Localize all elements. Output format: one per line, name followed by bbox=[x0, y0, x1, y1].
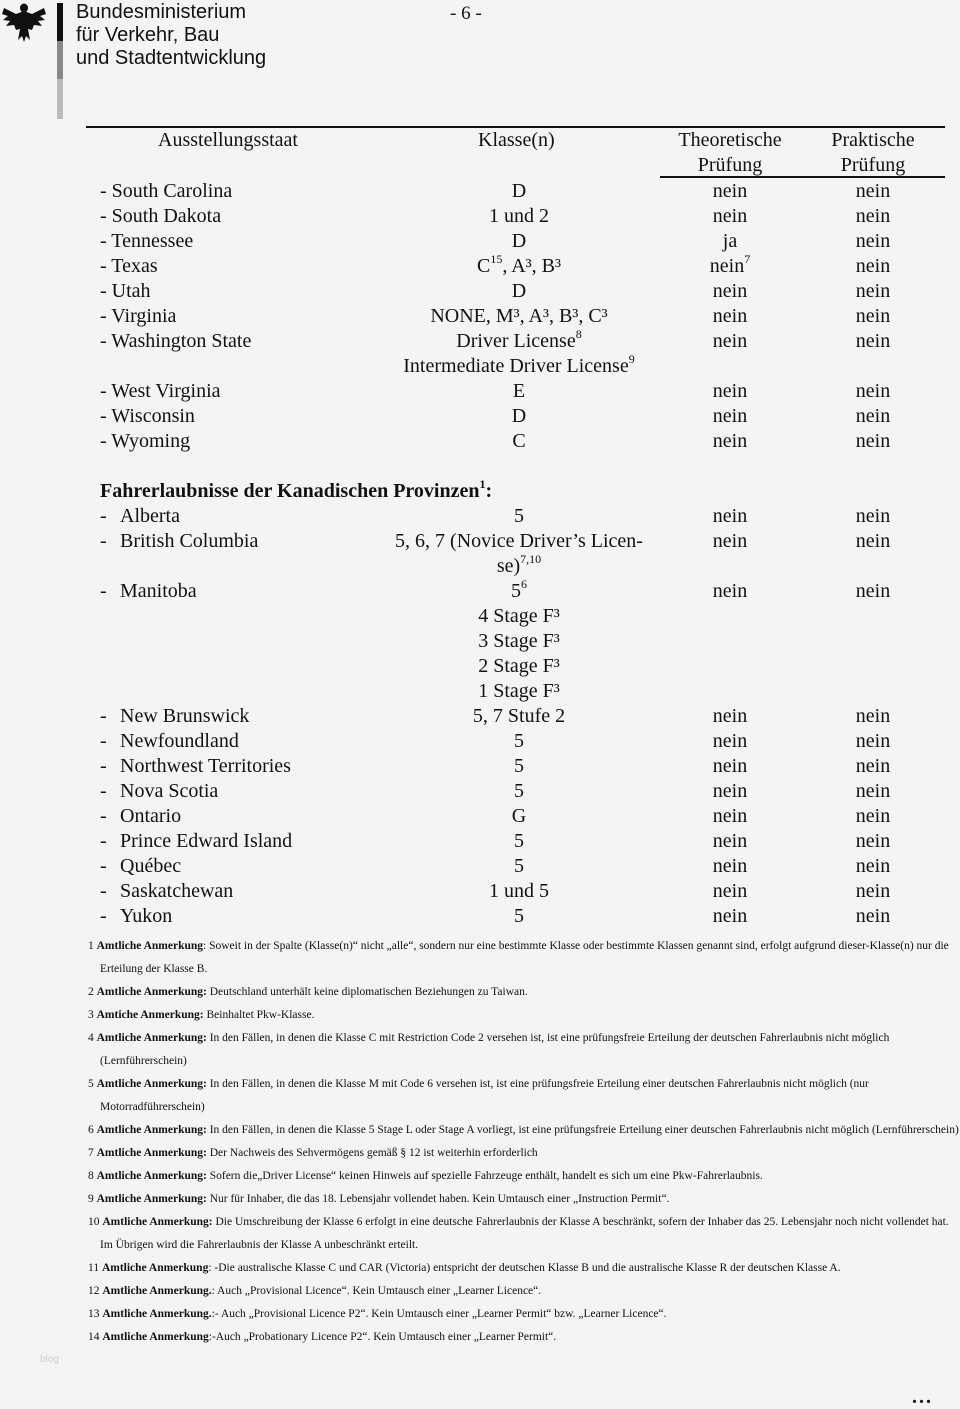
text-part: nein bbox=[712, 805, 748, 827]
brand-bar-gray bbox=[57, 41, 63, 79]
text-part: 2 Stage F³ bbox=[478, 655, 560, 677]
text-part: 1 Stage F³ bbox=[478, 680, 560, 702]
footnote-text: In den Fällen, in denen die Klasse 5 Stage L oder Stage A vorliegt, ist eine prüfungsfreie Erteilung einer deutschen Fahrerlaubnis nicht möglich (Lernführerschein) bbox=[206, 1124, 959, 1136]
header-line: Theoretische bbox=[678, 129, 782, 151]
footnote-text: :- Auch „Provisional Licence P2“. Kein Umtausch einer „Learner Permit“ bzw. „Learner Licence“. bbox=[211, 1308, 667, 1320]
text-part: Driver License bbox=[456, 330, 576, 352]
country-name: - Wisconsin bbox=[100, 405, 195, 427]
country-name: - Virginia bbox=[100, 305, 177, 327]
table-row bbox=[0, 754, 960, 779]
column-header-practical bbox=[803, 128, 943, 178]
text-part: 5, 6, 7 (Novice Driver’s Licen- bbox=[395, 530, 643, 552]
header-line: Praktische bbox=[831, 129, 915, 151]
footnote-text: Sofern die„Driver License“ keinen Hinweis auf spezielle Fahrzeuge enthält, handelt es sich um eine Pkw-Fahrerlaubnis. bbox=[206, 1170, 763, 1182]
footnote-text: :-Auch „Probationary Licence P2“. Kein Umtausch einer „Learner Permit“. bbox=[208, 1331, 557, 1343]
footnote-label: Amtliche Anmerkung. bbox=[102, 1308, 212, 1320]
practical-exam: nein bbox=[855, 230, 891, 252]
license-class bbox=[512, 279, 526, 304]
brand-bar-black bbox=[57, 3, 63, 41]
table-row bbox=[0, 804, 960, 829]
practical-exam: nein bbox=[855, 805, 891, 827]
footnote-number: 13 bbox=[88, 1308, 100, 1320]
header-bottom-rule bbox=[660, 176, 945, 178]
theoretical-exam bbox=[713, 179, 747, 204]
country-name: - West Virginia bbox=[100, 380, 221, 402]
license-class bbox=[512, 429, 525, 454]
license-class bbox=[478, 679, 560, 704]
text-part: nein bbox=[712, 205, 748, 227]
license-class bbox=[512, 404, 526, 429]
ministry-line: und Stadtentwicklung bbox=[76, 47, 267, 69]
table-row bbox=[0, 604, 960, 629]
text-part: E bbox=[512, 380, 526, 402]
footnote-text: : -Die australische Klasse C und CAR (Victoria) entspricht der deutschen Klasse B und die australische Klasse R der deutschen Klasse A. bbox=[208, 1262, 841, 1274]
theoretical-exam bbox=[723, 229, 737, 254]
theoretical-exam bbox=[713, 204, 747, 229]
table-row bbox=[0, 504, 960, 529]
footnote-label: Amtliche Anmerkung. bbox=[102, 1285, 212, 1297]
license-class bbox=[514, 779, 524, 804]
footnote bbox=[88, 1280, 960, 1303]
footnote-label: Amtliche Anmerkung: bbox=[96, 1124, 207, 1136]
footnote bbox=[88, 1142, 960, 1165]
country-name: - Tennessee bbox=[100, 230, 194, 252]
text-part: nein bbox=[712, 405, 748, 427]
text-part: nein bbox=[712, 530, 748, 552]
footnote-label: Amtliche Anmerkung bbox=[96, 940, 203, 952]
country-name: New Brunswick bbox=[120, 705, 250, 727]
text-part: 3 Stage F³ bbox=[478, 630, 560, 652]
footnote-number: 8 bbox=[88, 1170, 94, 1182]
theoretical-exam bbox=[713, 904, 747, 929]
federal-eagle-icon bbox=[2, 2, 46, 44]
text-part: G bbox=[511, 805, 527, 827]
table-row bbox=[0, 529, 960, 554]
theoretical-exam bbox=[713, 304, 747, 329]
ministry-line: für Verkehr, Bau bbox=[76, 24, 220, 46]
footnote-text: Die Umschreibung der Klasse 6 erfolgt in eine deutsche Fahrerlaubnis der Klasse A beschränkt, sofern der Inhaber das 25. Lebensjahr noch nicht vollendet hat. Im Übrigen wird die Fahrerlaubnis der Klasse A unbeschränkt erteilt. bbox=[100, 1216, 949, 1251]
footnote-number: 7 bbox=[88, 1147, 94, 1159]
practical-exam: nein bbox=[855, 305, 891, 327]
theoretical-exam bbox=[713, 579, 747, 604]
country-name: - Wyoming bbox=[100, 430, 191, 452]
text-part: 5 bbox=[514, 755, 524, 777]
license-class bbox=[514, 754, 524, 779]
text-part: se) bbox=[496, 555, 521, 577]
footnote-number: 1 bbox=[88, 940, 94, 952]
text-part: D bbox=[511, 180, 527, 202]
footnote-label: Amtliche Anmerkung: bbox=[96, 1147, 207, 1159]
footnote-number: 11 bbox=[88, 1262, 100, 1274]
text-part: nein bbox=[712, 705, 748, 727]
practical-exam: nein bbox=[855, 880, 891, 902]
table-row bbox=[0, 454, 960, 479]
ministry-name bbox=[76, 1, 266, 70]
text-part: 5 bbox=[514, 855, 524, 877]
footnote bbox=[88, 1119, 960, 1142]
license-class bbox=[430, 304, 607, 329]
text-part: nein bbox=[712, 830, 748, 852]
column-header-klasse: Klasse(n) bbox=[478, 129, 555, 151]
table-row bbox=[0, 879, 960, 904]
footnote-ref: 9 bbox=[628, 352, 635, 366]
license-class bbox=[514, 904, 524, 929]
country-name: Prince Edward Island bbox=[120, 830, 293, 852]
text-part: nein bbox=[712, 280, 748, 302]
practical-exam: nein bbox=[855, 505, 891, 527]
table-row bbox=[0, 704, 960, 729]
text-part: 5 bbox=[514, 730, 524, 752]
footnote-label: Amtliche Anmerkung: bbox=[96, 1170, 207, 1182]
theoretical-exam bbox=[713, 329, 747, 354]
theoretical-exam bbox=[710, 254, 750, 279]
text-part: ja bbox=[722, 230, 738, 252]
footnote-number: 9 bbox=[88, 1193, 94, 1205]
license-class bbox=[514, 854, 524, 879]
footnote bbox=[88, 1188, 960, 1211]
practical-exam: nein bbox=[855, 780, 891, 802]
text-part: C bbox=[512, 430, 526, 452]
license-table-body bbox=[0, 179, 960, 929]
theoretical-exam bbox=[713, 379, 747, 404]
list-dash: - bbox=[100, 830, 107, 852]
table-row bbox=[0, 904, 960, 929]
list-dash: - bbox=[100, 705, 107, 727]
list-dash: - bbox=[100, 805, 107, 827]
text-part: nein bbox=[712, 330, 748, 352]
footnote-ref: 7 bbox=[744, 252, 751, 266]
license-class bbox=[512, 229, 526, 254]
text-part: nein bbox=[712, 580, 748, 602]
license-class bbox=[497, 554, 541, 579]
footnote-text: Beinhaltet Pkw-Klasse. bbox=[203, 1009, 315, 1021]
table-row bbox=[0, 429, 960, 454]
practical-exam: nein bbox=[855, 255, 891, 277]
license-class bbox=[477, 254, 561, 279]
text-part: nein bbox=[712, 755, 748, 777]
footnote-number: 6 bbox=[88, 1124, 94, 1136]
license-class bbox=[395, 529, 643, 554]
license-class bbox=[478, 604, 560, 629]
country-name: British Columbia bbox=[120, 530, 259, 552]
footnote bbox=[88, 1165, 960, 1188]
table-row bbox=[0, 579, 960, 604]
footnote-ref: 7,10 bbox=[520, 552, 542, 566]
brand-bar-light bbox=[57, 79, 63, 119]
practical-exam: nein bbox=[855, 830, 891, 852]
theoretical-exam bbox=[713, 729, 747, 754]
theoretical-exam bbox=[713, 529, 747, 554]
text-part: nein bbox=[709, 255, 745, 277]
theoretical-exam bbox=[713, 429, 747, 454]
license-class bbox=[478, 629, 560, 654]
text-part: nein bbox=[712, 180, 748, 202]
table-row bbox=[0, 679, 960, 704]
country-name: - South Carolina bbox=[100, 180, 233, 202]
country-name: Alberta bbox=[120, 505, 180, 527]
column-header-theoretical bbox=[660, 128, 800, 178]
table-row bbox=[0, 629, 960, 654]
country-name: Northwest Territories bbox=[120, 755, 291, 777]
footnote bbox=[88, 981, 960, 1004]
license-class bbox=[511, 579, 527, 604]
text-part: NONE, M³, A³, B³, C³ bbox=[430, 305, 608, 327]
practical-exam: nein bbox=[855, 180, 891, 202]
footnote bbox=[88, 1303, 960, 1326]
license-class bbox=[514, 829, 524, 854]
practical-exam: nein bbox=[855, 280, 891, 302]
footnote bbox=[88, 1004, 960, 1027]
text-part: nein bbox=[712, 905, 748, 927]
table-row bbox=[0, 829, 960, 854]
footnote-label: Amtliche Anmerkung bbox=[102, 1331, 209, 1343]
text-part: 1 und 2 bbox=[489, 205, 549, 227]
table-row bbox=[0, 554, 960, 579]
practical-exam: nein bbox=[855, 380, 891, 402]
text-part: 5 bbox=[514, 830, 524, 852]
license-class bbox=[512, 804, 526, 829]
license-class bbox=[489, 204, 549, 229]
text-part: D bbox=[511, 230, 527, 252]
text-part: nein bbox=[712, 780, 748, 802]
list-dash: - bbox=[100, 855, 107, 877]
text-part: nein bbox=[712, 730, 748, 752]
practical-exam: nein bbox=[855, 405, 891, 427]
practical-exam: nein bbox=[855, 205, 891, 227]
license-class bbox=[514, 504, 524, 529]
column-header-country: Ausstellungsstaat bbox=[158, 129, 298, 151]
license-class bbox=[403, 354, 634, 379]
text-part: nein bbox=[712, 880, 748, 902]
continuation-marker: ... bbox=[912, 1386, 933, 1408]
footnote-label: Amtliche Anmerkung: bbox=[96, 1032, 207, 1044]
footnote-number: 5 bbox=[88, 1078, 94, 1090]
footnote-text: : Auch „Provisional Licence“. Kein Umtausch einer „Learner Licence“. bbox=[211, 1285, 542, 1297]
table-row bbox=[0, 779, 960, 804]
watermark: blog bbox=[40, 1354, 59, 1365]
text-part: 4 Stage F³ bbox=[478, 605, 560, 627]
header-line: Prüfung bbox=[840, 154, 906, 176]
table-row bbox=[0, 254, 960, 279]
country-name: Québec bbox=[120, 855, 182, 877]
country-name: Saskatchewan bbox=[120, 880, 234, 902]
table-row bbox=[0, 279, 960, 304]
license-class bbox=[478, 654, 560, 679]
list-dash: - bbox=[100, 505, 107, 527]
text-part: 5, 7 Stufe 2 bbox=[472, 705, 566, 727]
header-line: Prüfung bbox=[697, 154, 763, 176]
text-part: Intermediate Driver License bbox=[403, 355, 629, 377]
list-dash: - bbox=[100, 905, 107, 927]
footnote-label: Amtliche Anmerkung: bbox=[96, 986, 207, 998]
practical-exam: nein bbox=[855, 905, 891, 927]
theoretical-exam bbox=[713, 829, 747, 854]
practical-exam: nein bbox=[855, 330, 891, 352]
text-part: , A³, B³ bbox=[502, 255, 562, 277]
practical-exam: nein bbox=[855, 580, 891, 602]
footnote bbox=[88, 1326, 960, 1349]
country-name: - Texas bbox=[100, 255, 158, 277]
text-part: 1 und 5 bbox=[489, 880, 549, 902]
table-row bbox=[0, 479, 960, 504]
table-row bbox=[0, 379, 960, 404]
theoretical-exam bbox=[713, 804, 747, 829]
license-class bbox=[456, 329, 581, 354]
license-class bbox=[473, 704, 565, 729]
country-name: Yukon bbox=[120, 905, 173, 927]
footnote bbox=[88, 1073, 960, 1119]
footnote-number: 2 bbox=[88, 986, 94, 998]
footnote-number: 12 bbox=[88, 1285, 100, 1297]
table-row bbox=[0, 654, 960, 679]
table-row bbox=[0, 404, 960, 429]
text-part: nein bbox=[712, 305, 748, 327]
practical-exam: nein bbox=[855, 530, 891, 552]
footnote-label: Amtliche Anmerkung: bbox=[96, 1078, 207, 1090]
table-row bbox=[0, 204, 960, 229]
text-part: nein bbox=[712, 380, 748, 402]
text-part: nein bbox=[712, 855, 748, 877]
footnote-text: Der Nachweis des Sehvermögens gemäß § 12 ist weiterhin erforderlich bbox=[206, 1147, 538, 1159]
practical-exam: nein bbox=[855, 705, 891, 727]
footnote-ref: 1 bbox=[479, 477, 486, 491]
list-dash: - bbox=[100, 730, 107, 752]
footnote-number: 4 bbox=[88, 1032, 94, 1044]
table-row bbox=[0, 854, 960, 879]
theoretical-exam bbox=[713, 504, 747, 529]
footnote-label: Amtliche Anmerkung: bbox=[102, 1216, 213, 1228]
footnote-number: 3 bbox=[88, 1009, 94, 1021]
footnote bbox=[88, 1211, 960, 1257]
footnote-text: In den Fällen, in denen die Klasse M mit Code 6 versehen ist, ist eine prüfungsfreie Erteilung einer deutschen Fahrerlaubnis nicht möglich (nur Motorradführerschein) bbox=[100, 1078, 869, 1113]
practical-exam: nein bbox=[855, 755, 891, 777]
practical-exam: nein bbox=[855, 855, 891, 877]
country-name: - Washington State bbox=[100, 330, 252, 352]
footnote-number: 14 bbox=[88, 1331, 100, 1343]
table-row bbox=[0, 729, 960, 754]
practical-exam: nein bbox=[855, 430, 891, 452]
table-row bbox=[0, 304, 960, 329]
text-part: 5 bbox=[514, 780, 524, 802]
text-part: : bbox=[485, 480, 493, 502]
text-part: D bbox=[511, 405, 527, 427]
license-class bbox=[489, 879, 549, 904]
country-name: Nova Scotia bbox=[120, 780, 219, 802]
text-part: C bbox=[476, 255, 491, 277]
theoretical-exam bbox=[713, 404, 747, 429]
text-part: nein bbox=[712, 505, 748, 527]
country-name: Ontario bbox=[120, 805, 182, 827]
footnote-text: : Soweit in der Spalte (Klasse(n)“ nicht „alle“, sondern nur eine bestimmte Klasse oder bestimmte Klassen genannt sind, erfolgt aufgrund dieser-Klasse(n) nur die Erteilung der Klasse B. bbox=[100, 940, 949, 975]
license-class bbox=[514, 729, 524, 754]
text-part: 5 bbox=[514, 505, 524, 527]
list-dash: - bbox=[100, 580, 107, 602]
country-name: Manitoba bbox=[120, 580, 197, 602]
table-row bbox=[0, 354, 960, 379]
footnote-label: Amtiche Anmerkung: bbox=[96, 1009, 204, 1021]
theoretical-exam bbox=[713, 879, 747, 904]
theoretical-exam bbox=[713, 854, 747, 879]
footnote bbox=[88, 935, 960, 981]
footnote-ref: 6 bbox=[521, 577, 527, 591]
license-class bbox=[512, 179, 526, 204]
list-dash: - bbox=[100, 780, 107, 802]
country-name: - South Dakota bbox=[100, 205, 222, 227]
footnote-text: Deutschland unterhält keine diplomatischen Beziehungen zu Taiwan. bbox=[206, 986, 528, 998]
page-number: - 6 - bbox=[450, 3, 482, 24]
footnote bbox=[88, 1027, 960, 1073]
ministry-line: Bundesministerium bbox=[76, 1, 247, 23]
table-row bbox=[0, 179, 960, 204]
section-heading-canada bbox=[100, 479, 492, 504]
license-class bbox=[513, 379, 525, 404]
footnote-number: 10 bbox=[88, 1216, 100, 1228]
theoretical-exam bbox=[713, 754, 747, 779]
footnote-ref: 8 bbox=[575, 327, 582, 341]
country-name: - Utah bbox=[100, 280, 151, 302]
text-part: 5 bbox=[511, 580, 521, 602]
list-dash: - bbox=[100, 530, 107, 552]
text-part: 5 bbox=[514, 905, 524, 927]
text-part: D bbox=[511, 280, 527, 302]
table-row bbox=[0, 229, 960, 254]
footnotes bbox=[88, 935, 960, 1349]
practical-exam: nein bbox=[855, 730, 891, 752]
footnote-text: In den Fällen, in denen die Klasse C mit Restriction Code 2 versehen ist, ist eine prüfungsfreie Erteilung der deutschen Fahrerlaubnis nicht möglich (Lernführerschein) bbox=[100, 1032, 890, 1067]
theoretical-exam bbox=[713, 279, 747, 304]
text-part: Fahrerlaubnisse der Kanadischen Provinzen bbox=[100, 480, 480, 502]
country-name: Newfoundland bbox=[120, 730, 239, 752]
theoretical-exam bbox=[713, 704, 747, 729]
text-part: nein bbox=[712, 430, 748, 452]
footnote-label: Amtliche Anmerkung bbox=[101, 1262, 209, 1274]
footnote-text: Nur für Inhaber, die das 18. Lebensjahr vollendet haben. Kein Umtausch einer „Instruction Permit“. bbox=[206, 1193, 670, 1205]
footnote-ref: 15 bbox=[490, 252, 503, 266]
list-dash: - bbox=[100, 880, 107, 902]
footnote bbox=[88, 1257, 960, 1280]
footnote-label: Amtliche Anmerkung: bbox=[96, 1193, 207, 1205]
table-row bbox=[0, 329, 960, 354]
list-dash: - bbox=[100, 755, 107, 777]
theoretical-exam bbox=[713, 779, 747, 804]
